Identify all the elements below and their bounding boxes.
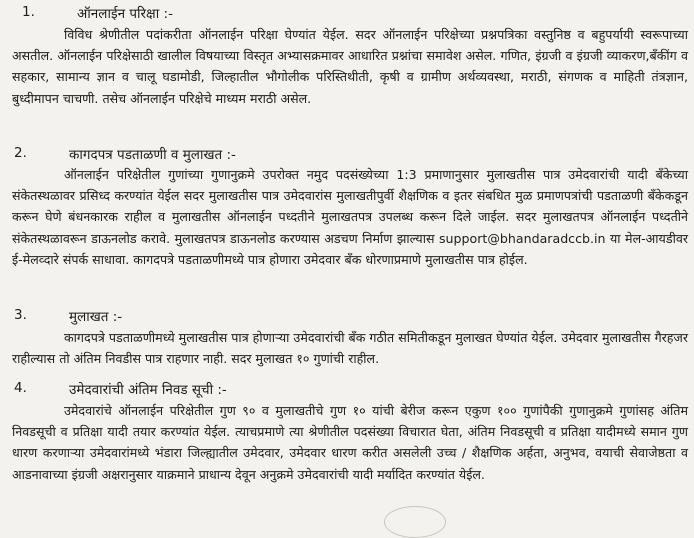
section-3-number: 3.: [14, 307, 27, 323]
section-3-heading: [14, 307, 414, 327]
section-4-body: उमेदवारांचे ऑनलाईन परिक्षेतील गुण ९० व मुलाखतीचे गुण १० यांची बेरीज करून एकुण १०० गुणांपैकी गुणानुक्रमे गुणांसह अंतिम निवडसूची व प्रतिक्षा यादी तयार करण्यांत येईल. त्याचप्रमाणे त्या श्रेणीतील पदसंख्या विचारात घेता, अंतिम निवडसूची व प्रतिक्षा यादीमध्ये समान गुण धारण करणाऱ्या उमेदवारांमध्ये भंडारा जिल्ह्यातील उमेदवार, उमेदवार धारण करीत असलेली उच्च / शैक्षणिक अर्हता, अनुभव, वयाची सेवाजेष्ठता व आडनावाच्या इंग्रजी अक्षरानुसार याक्रमाने प्राधान्य देवून अनुक्रमे उमेदवारांची यादी मर्यादित करण्यांत येईल.: [12, 403, 688, 482]
section-1-heading: [22, 4, 422, 24]
section-2-title: कागदपत्र पडताळणी व मुलाखत :-: [69, 147, 236, 163]
section-1-title: ऑनलाईन परिक्षा :-: [77, 6, 173, 22]
section-4-number: 4.: [14, 380, 27, 396]
section-2-number: 2.: [14, 145, 27, 161]
section-1-body: विविध श्रेणीतील पदांकरीता ऑनलाईन परिक्षा घेण्यांत येईल. सदर ऑनलाईन परिक्षेच्या प्रश्नपत्रिका वस्तुनिष्ठ व बहुपर्यायी स्वरूपाच्या असतील. ऑनलाईन परिक्षेसाठी खालील विषयाच्या विस्तृत अभ्यासक्रमावर आधारित प्रश्नांचा समावेश असेल. गणित, इंग्रजी व इंग्रजी व्याकरण,बँकींग व सहकार, सामान्य ज्ञान व चालू घडामोडी, जिल्हातील भौगोलीक परिस्तिथीती, कृषी व ग्रामीण अर्थव्यवस्था, मराठी, संगणक व माहिती तंत्रज्ञान, बुध्दीमापन चाचणी. तसेच ऑनलाईन परिक्षेचे माध्यम मराठी असेल.: [12, 27, 688, 106]
section-3-title: मुलाखत :-: [69, 309, 123, 325]
section-4-title: उमेदवारांची अंतिम निवड सूची :-: [69, 382, 227, 398]
section-2-heading: [14, 145, 414, 165]
section-2-body: ऑनलाईन परिक्षेतील गुणांच्या गुणानुक्रमे उपरोक्त नमुद पदसंख्येच्या 1:3 प्रमाणानुसार मुलाखतीस पात्र उमेदवारांची यादी बँकेच्या संकेतस्थळावर प्रसिध्द करण्यांत येईल सदर मुलाखतीस पात्र उमेदवारांस मुलाखतीपुर्वी शैक्षणिक व इतर संबधित मुळ प्रमाणपत्रांची पडताळणी बँकेकडून करून घेणे बंधनकारक राहील व मुलाखतीस ऑनलाईन पध्दतीने मुलाखतपत्र उपलब्ध करून दिले जाईल. सदर मुलाखतपत्र ऑनलाईन पध्दतीने संकेतस्थळावरून डाऊनलोड करावे. मुलाखतपत्र डाऊनलोड करण्यास अडचण निर्माण झाल्यास support@bhandaradccb.in या मेल-आयडीवर ई-मेलव्दारे संपर्क साधावा. कागदपत्रे पडताळणीमध्ये पात्र होणारा उमेदवार बँक धोरणाप्रमाणे मुलाखतीस पात्र होईल.: [12, 167, 688, 267]
section-3-body: कागदपत्रे पडताळणीमध्ये मुलाखतीस पात्र होणाऱ्या उमेदवारांची बँक गठीत समितीकडून मुलाखत घेण्यांत येईल. उमेदवार मुलाखतीस गैरहजर राहील्यास तो अंतिम निवडीस पात्र राहणार नाही. सदर मुलाखत १० गुणांची राहील.: [12, 330, 688, 367]
section-4-heading: [14, 380, 414, 400]
section-1-number: 1.: [22, 4, 35, 20]
seal-stamp: [384, 506, 446, 538]
